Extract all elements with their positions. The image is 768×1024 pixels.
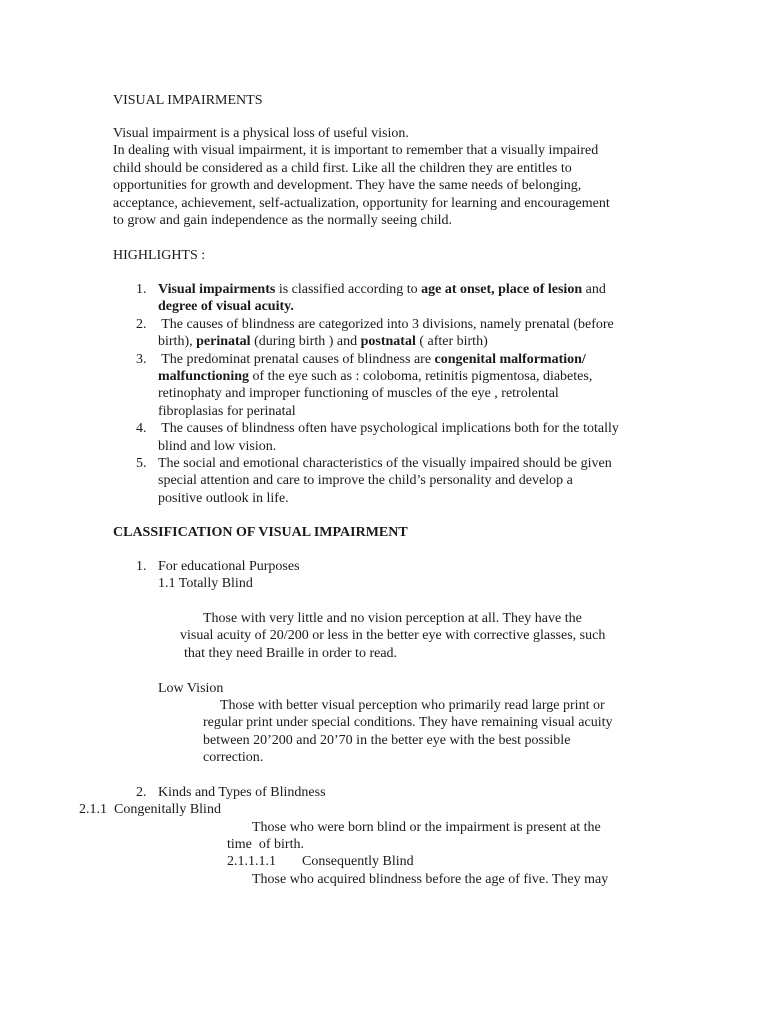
list-item	[136, 420, 619, 455]
list-item	[136, 455, 619, 507]
list-line	[158, 351, 619, 368]
paragraph-line: Those who were born blind or the impairment is present at the	[252, 820, 601, 835]
intro-line: child should be considered as a child first. Like all the children they are entitles to	[113, 160, 572, 176]
classification-heading	[113, 524, 408, 541]
list-line: The causes of blindness are categorized into 3 divisions, namely prenatal (before	[158, 316, 614, 332]
list-line: positive outlook in life.	[158, 490, 289, 506]
list-line: For educational Purposes	[158, 559, 300, 574]
paragraph-line: time of birth.	[227, 837, 304, 853]
list-item	[136, 784, 326, 801]
bold-term: perinatal	[196, 334, 251, 350]
list-line	[158, 333, 619, 350]
classification-item-2	[136, 784, 326, 801]
section-label: Consequently Blind	[302, 854, 414, 869]
document-title: VISUAL IMPAIRMENTS	[113, 93, 263, 108]
paragraph-line: correction.	[203, 750, 264, 766]
list-number: 2.	[136, 785, 147, 800]
paragraph-line: between 20’200 and 20’70 in the better eye with the best possible	[203, 732, 571, 748]
consequently-blind-line: Those who acquired blindness before the age of five. They may	[252, 872, 609, 887]
bold-term: congenital malformation/	[434, 351, 586, 367]
list-line: Kinds and Types of Blindness	[158, 785, 326, 800]
text-run: of the eye such as : coloboma, retinitis pigmentosa, diabetes,	[249, 369, 593, 385]
list-line: retinophaty and improper functioning of muscles of the eye , retrolental	[158, 386, 559, 402]
congenitally-blind-label: 2.1.1 Congenitally Blind	[79, 802, 221, 817]
list-item	[136, 281, 619, 316]
list-line: 1.1 Totally Blind	[158, 576, 253, 592]
list-item	[136, 558, 300, 593]
intro-line: acceptance, achievement, self-actualization, opportunity for learning and encouragement	[113, 195, 610, 211]
text-run: is classified according to	[275, 282, 422, 297]
list-line	[158, 298, 619, 315]
text-run: ( after birth)	[415, 334, 488, 350]
text-run: birth),	[158, 334, 197, 350]
bold-term: degree of visual acuity.	[158, 299, 294, 315]
list-line	[158, 368, 619, 385]
classification-item-1	[136, 558, 300, 593]
list-item	[136, 316, 619, 351]
list-number: 2.	[136, 316, 147, 332]
highlights-list	[136, 281, 619, 507]
intro-line: to grow and gain independence as the normally seeing child.	[113, 213, 453, 229]
list-line: blind and low vision.	[158, 438, 277, 454]
paragraph-line: regular print under special conditions. They have remaining visual acuity	[203, 715, 613, 731]
paragraph-line: Those with better visual perception who primarily read large print or	[220, 698, 605, 713]
list-line: The social and emotional characteristics of the visually impaired should be given	[158, 456, 612, 472]
list-line: fibroplasias for perinatal	[158, 403, 296, 419]
intro-paragraph	[113, 125, 610, 229]
bold-term: age at onset, place of lesion	[421, 282, 583, 297]
text-run: and	[582, 282, 606, 297]
list-line: special attention and care to improve the child’s personality and develop a	[158, 473, 573, 489]
paragraph-line: visual acuity of 20/200 or less in the better eye with corrective glasses, such	[180, 628, 606, 644]
list-item	[136, 351, 619, 421]
congenitally-blind-paragraph	[227, 819, 601, 854]
text-run: The predominat prenatal causes of blindness are	[158, 351, 435, 367]
highlights-heading: HIGHLIGHTS :	[113, 248, 206, 263]
list-number: 3.	[136, 351, 147, 367]
bold-term: postnatal	[360, 334, 416, 350]
totally-blind-paragraph	[180, 610, 605, 662]
low-vision-label: Low Vision	[158, 681, 224, 696]
paragraph-line: Those with very little and no vision perception at all. They have the	[203, 611, 582, 626]
bold-term: malfunctioning	[158, 369, 250, 385]
list-line	[158, 281, 619, 298]
heading-text: CLASSIFICATION OF VISUAL IMPAIRMENT	[113, 525, 408, 540]
list-number: 1.	[136, 282, 147, 297]
consequently-blind-heading	[227, 853, 414, 870]
list-number: 5.	[136, 456, 147, 472]
intro-line: opportunities for growth and development. They have the same needs of belonging,	[113, 178, 582, 194]
list-number: 1.	[136, 559, 147, 574]
paragraph-line: that they need Braille in order to read.	[184, 645, 398, 661]
intro-line: In dealing with visual impairment, it is important to remember that a visually impaired	[113, 143, 599, 159]
low-vision-paragraph	[203, 697, 613, 767]
list-number: 4.	[136, 421, 147, 437]
bold-term: Visual impairments	[158, 282, 276, 297]
section-number: 2.1.1.1.1	[227, 854, 276, 869]
list-line: The causes of blindness often have psychological implications both for the totally	[158, 421, 619, 437]
text-run: (during birth ) and	[250, 334, 361, 350]
intro-line: Visual impairment is a physical loss of useful vision.	[113, 126, 409, 141]
